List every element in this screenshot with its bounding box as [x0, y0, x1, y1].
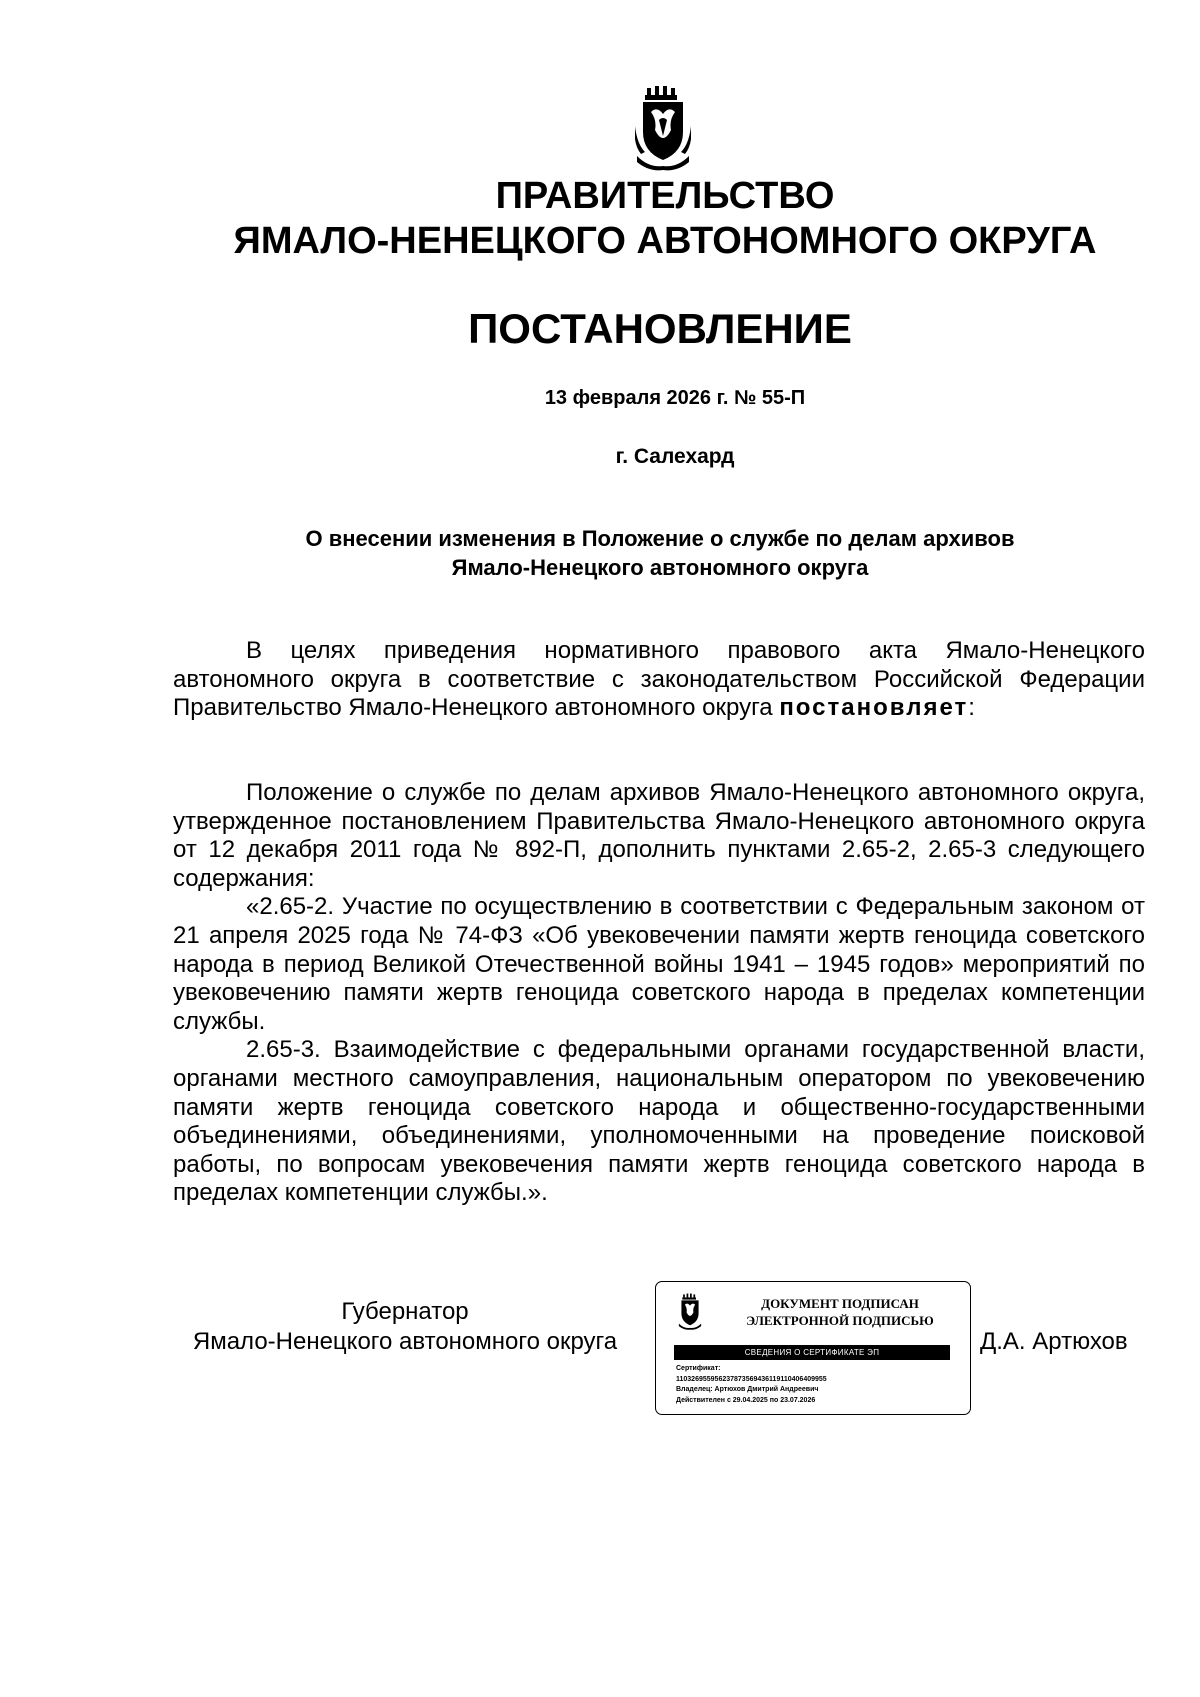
preamble-paragraph: [173, 637, 1145, 723]
document-title: [0, 524, 1200, 582]
document-city: г. Салехард: [615, 445, 735, 468]
coat-of-arms-emblem: [635, 86, 691, 172]
stamp-heading-line2: ЭЛЕКТРОННОЙ ПОДПИСЬЮ: [746, 1313, 934, 1328]
decree-word: постановляет: [779, 694, 969, 722]
document-title-line2: Ямало-Ненецкого автономного округа: [451, 555, 869, 580]
body-paragraph-2: «2.65-2. Участие по осуществлению в соответствии с Федеральным законом от 21 апреля 2025 года № 74-ФЗ «Об увековечении памяти жертв геноцида советского народа в период Великой Отечественной войны 1941 – 1945 годов» мероприятий по увековечению памяти жертв геноцида советского народа в пределах компетенции службы.: [173, 893, 1145, 1035]
signatory-position: [170, 1297, 640, 1357]
signatory-position-line2: Ямало-Ненецкого автономного округа: [192, 1328, 618, 1355]
document-type: ПОСТАНОВЛЕНИЕ: [468, 305, 852, 352]
body-paragraph-3: 2.65-3. Взаимодействие с федеральными органами государственной власти, органами местного самоуправления, национальным оператором по увековечению памяти жертв геноцида советского народа и общественно-государственными объединениями, объединениями, уполномоченными на проведение поисковой работы, по вопросам увековечения памяти жертв геноцида советского народа в пределах компетенции службы.».: [173, 1036, 1145, 1207]
certificate-number: 110326955956237873569436119110406409955: [676, 1375, 827, 1383]
document-body: [173, 779, 1145, 1208]
organization-name-line2: ЯМАЛО-НЕНЕЦКОГО АВТОНОМНОГО ОКРУГА: [233, 220, 1097, 262]
certificate-label: Сертификат:: [676, 1365, 721, 1372]
stamp-heading-line1: ДОКУМЕНТ ПОДПИСАН: [761, 1296, 919, 1311]
certificate-details: [676, 1364, 964, 1406]
body-paragraph-1: Положение о службе по делам архивов Ямало-Ненецкого автономного округа, утвержденное постановлением Правительства Ямало-Ненецкого автономного округа от 12 декабря 2011 года № 892-П, дополнить пунктами 2.65-2, 2.65-3 следующего содержания:: [173, 779, 1145, 892]
certificate-owner: Владелец: Артюхов Дмитрий Андреевич: [676, 1386, 819, 1393]
certificate-validity: Действителен с 29.04.2025 по 23.07.2026: [676, 1396, 816, 1404]
preamble-text: В целях приведения нормативного правового акта Ямало-Ненецкого автономного округа в соответствие с законодательством Российской Федерации Правительство Ямало-Ненецкого автономного округа: [173, 637, 1145, 722]
organization-name-line1: ПРАВИТЕЛЬСТВО: [495, 175, 835, 217]
stamp-heading: [722, 1295, 958, 1329]
signatory-position-line1: Губернатор: [341, 1298, 469, 1325]
certificate-info-bar: СВЕДЕНИЯ О СЕРТИФИКАТЕ ЭП: [674, 1345, 950, 1360]
electronic-signature-stamp: [655, 1281, 971, 1415]
signatory-name: Д.А. Артюхов: [980, 1328, 1128, 1355]
document-title-line1: О внесении изменения в Положение о службе по делам архивов: [305, 526, 1015, 551]
decree-colon: :: [968, 694, 975, 722]
document-date-number: 13 февраля 2026 г. № 55-П: [544, 387, 806, 409]
stamp-emblem-icon: [678, 1291, 702, 1333]
